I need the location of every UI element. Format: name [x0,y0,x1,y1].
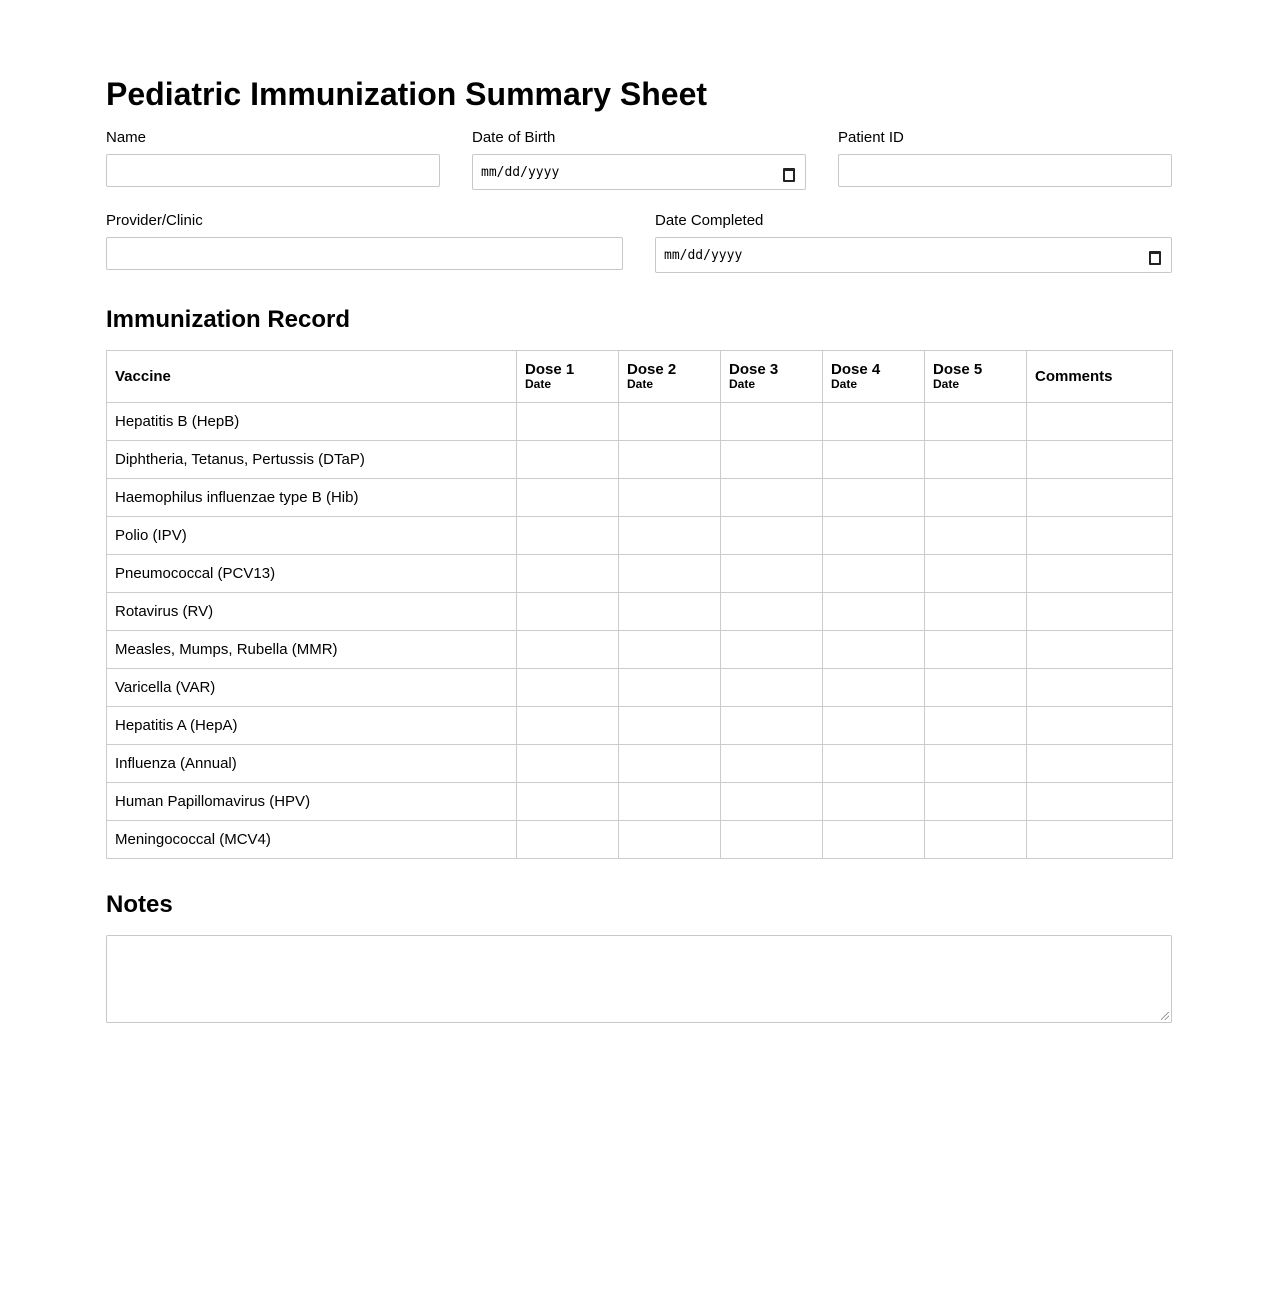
dose-5-subtitle: Date [933,377,960,391]
table-row [107,707,1173,745]
vaccine-name: Human Papillomavirus (HPV) [107,783,517,821]
dose-3-cell[interactable] [721,517,823,555]
dob-field-group [472,129,806,190]
date-completed-label: Date Completed [655,212,764,229]
dose-4-cell[interactable] [823,745,925,783]
comments-cell[interactable] [1027,479,1173,517]
comments-cell[interactable] [1027,517,1173,555]
dose-1-cell[interactable] [517,403,619,441]
vaccine-name: Polio (IPV) [107,517,517,555]
provider-field-group [106,212,623,273]
dose-4-title: Dose 4 [831,361,881,378]
notes-title: Notes [106,891,173,918]
comments-cell[interactable] [1027,821,1173,859]
dob-placeholder: mm/dd/yyyy [481,164,560,180]
comments-cell[interactable] [1027,403,1173,441]
calendar-icon[interactable] [1148,249,1161,262]
dose-4-cell[interactable] [823,403,925,441]
dose-1-cell[interactable] [517,479,619,517]
comments-cell[interactable] [1027,707,1173,745]
vaccine-name: Varicella (VAR) [107,669,517,707]
dose-1-cell[interactable] [517,593,619,631]
dose-1-cell[interactable] [517,555,619,593]
dose-4-subtitle: Date [831,377,858,391]
dose-4-cell[interactable] [823,821,925,859]
table-row [107,821,1173,859]
dose-2-cell[interactable] [619,517,721,555]
vaccine-name: Haemophilus influenzae type B (Hib) [107,479,517,517]
name-field-group [106,129,440,190]
dose-2-cell[interactable] [619,479,721,517]
vaccine-name: Influenza (Annual) [107,745,517,783]
resize-grip-icon[interactable] [1161,1012,1169,1020]
dose-3-cell[interactable] [721,783,823,821]
calendar-icon[interactable] [782,166,795,179]
dose-1-cell[interactable] [517,669,619,707]
dose-2-cell[interactable] [619,403,721,441]
table-row [107,631,1173,669]
dose-5-cell[interactable] [925,403,1027,441]
dose-2-cell[interactable] [619,783,721,821]
vaccine-name: Meningococcal (MCV4) [107,821,517,859]
table-row [107,669,1173,707]
table-row [107,555,1173,593]
dose-1-cell[interactable] [517,783,619,821]
immunization-table [106,350,1173,859]
dose-5-cell[interactable] [925,593,1027,631]
dose-5-cell[interactable] [925,745,1027,783]
dose-4-cell[interactable] [823,707,925,745]
dose-5-cell[interactable] [925,555,1027,593]
dose-2-subtitle: Date [627,377,654,391]
comments-cell[interactable] [1027,745,1173,783]
name-label: Name [106,129,147,146]
dose-5-cell[interactable] [925,631,1027,669]
table-header-row [107,351,1173,403]
dose-2-cell[interactable] [619,555,721,593]
date-completed-input[interactable] [655,237,1172,273]
dose-2-cell[interactable] [619,631,721,669]
dose-1-cell[interactable] [517,631,619,669]
vaccine-name: Pneumococcal (PCV13) [107,555,517,593]
dose-2-cell[interactable] [619,593,721,631]
date-completed-placeholder: mm/dd/yyyy [664,247,743,263]
dose-5-cell[interactable] [925,783,1027,821]
dose-1-cell[interactable] [517,517,619,555]
dose-3-cell[interactable] [721,745,823,783]
dose-1-header [517,351,619,403]
immunization-form [106,0,1172,1023]
dose-3-cell[interactable] [721,707,823,745]
dose-3-cell[interactable] [721,593,823,631]
name-input[interactable] [106,154,440,187]
provider-input[interactable] [106,237,623,270]
dose-5-header [925,351,1027,403]
dose-4-cell[interactable] [823,669,925,707]
dose-3-cell[interactable] [721,821,823,859]
table-row [107,403,1173,441]
dose-1-cell[interactable] [517,745,619,783]
dose-5-cell[interactable] [925,441,1027,479]
vaccine-name: Rotavirus (RV) [107,593,517,631]
dose-3-cell[interactable] [721,403,823,441]
dose-1-cell[interactable] [517,441,619,479]
dose-5-cell[interactable] [925,479,1027,517]
patient-info-row-1 [106,129,1172,190]
vaccine-name: Hepatitis A (HepA) [107,707,517,745]
dose-3-header [721,351,823,403]
dose-2-title: Dose 2 [627,361,677,378]
table-row [107,745,1173,783]
vaccine-name: Measles, Mumps, Rubella (MMR) [107,631,517,669]
dose-3-title: Dose 3 [729,361,779,378]
vaccine-header: Vaccine [107,351,517,403]
table-row [107,479,1173,517]
dose-4-cell[interactable] [823,631,925,669]
dose-5-cell[interactable] [925,517,1027,555]
dose-3-cell[interactable] [721,441,823,479]
notes-textarea[interactable] [106,935,1172,1023]
table-row [107,441,1173,479]
dose-3-subtitle: Date [729,377,756,391]
dose-4-cell[interactable] [823,479,925,517]
dose-4-cell[interactable] [823,517,925,555]
dose-3-cell[interactable] [721,669,823,707]
dose-4-cell[interactable] [823,555,925,593]
table-row [107,783,1173,821]
table-row [107,517,1173,555]
patient-id-label: Patient ID [838,129,904,146]
dose-2-cell[interactable] [619,745,721,783]
patient-id-field-group [838,129,1172,190]
dose-5-title: Dose 5 [933,361,983,378]
dose-1-subtitle: Date [525,377,552,391]
dose-4-cell[interactable] [823,593,925,631]
dob-label: Date of Birth [472,129,556,146]
date-completed-field-group [655,212,1172,273]
dose-4-header [823,351,925,403]
comments-header: Comments [1027,351,1173,403]
dose-2-cell[interactable] [619,821,721,859]
dose-2-cell[interactable] [619,707,721,745]
dose-3-cell[interactable] [721,555,823,593]
dose-1-cell[interactable] [517,707,619,745]
dose-1-title: Dose 1 [525,361,575,378]
dose-4-cell[interactable] [823,783,925,821]
dose-3-cell[interactable] [721,631,823,669]
table-row [107,593,1173,631]
comments-cell[interactable] [1027,783,1173,821]
comments-cell[interactable] [1027,441,1173,479]
patient-id-input[interactable] [838,154,1172,187]
comments-cell[interactable] [1027,593,1173,631]
dose-1-cell[interactable] [517,821,619,859]
vaccine-name: Hepatitis B (HepB) [107,403,517,441]
dose-5-cell[interactable] [925,821,1027,859]
dose-5-cell[interactable] [925,669,1027,707]
comments-cell[interactable] [1027,555,1173,593]
dose-3-cell[interactable] [721,479,823,517]
patient-info-row-2 [106,212,1172,273]
dose-5-cell[interactable] [925,707,1027,745]
dose-4-cell[interactable] [823,441,925,479]
page-title: Pediatric Immunization Summary Sheet [106,76,708,112]
vaccine-name: Diphtheria, Tetanus, Pertussis (DTaP) [107,441,517,479]
dose-2-cell[interactable] [619,441,721,479]
comments-cell[interactable] [1027,669,1173,707]
immunization-record-title: Immunization Record [106,306,351,333]
dob-input[interactable] [472,154,806,190]
comments-cell[interactable] [1027,631,1173,669]
provider-label: Provider/Clinic [106,212,203,229]
dose-2-cell[interactable] [619,669,721,707]
dose-2-header [619,351,721,403]
